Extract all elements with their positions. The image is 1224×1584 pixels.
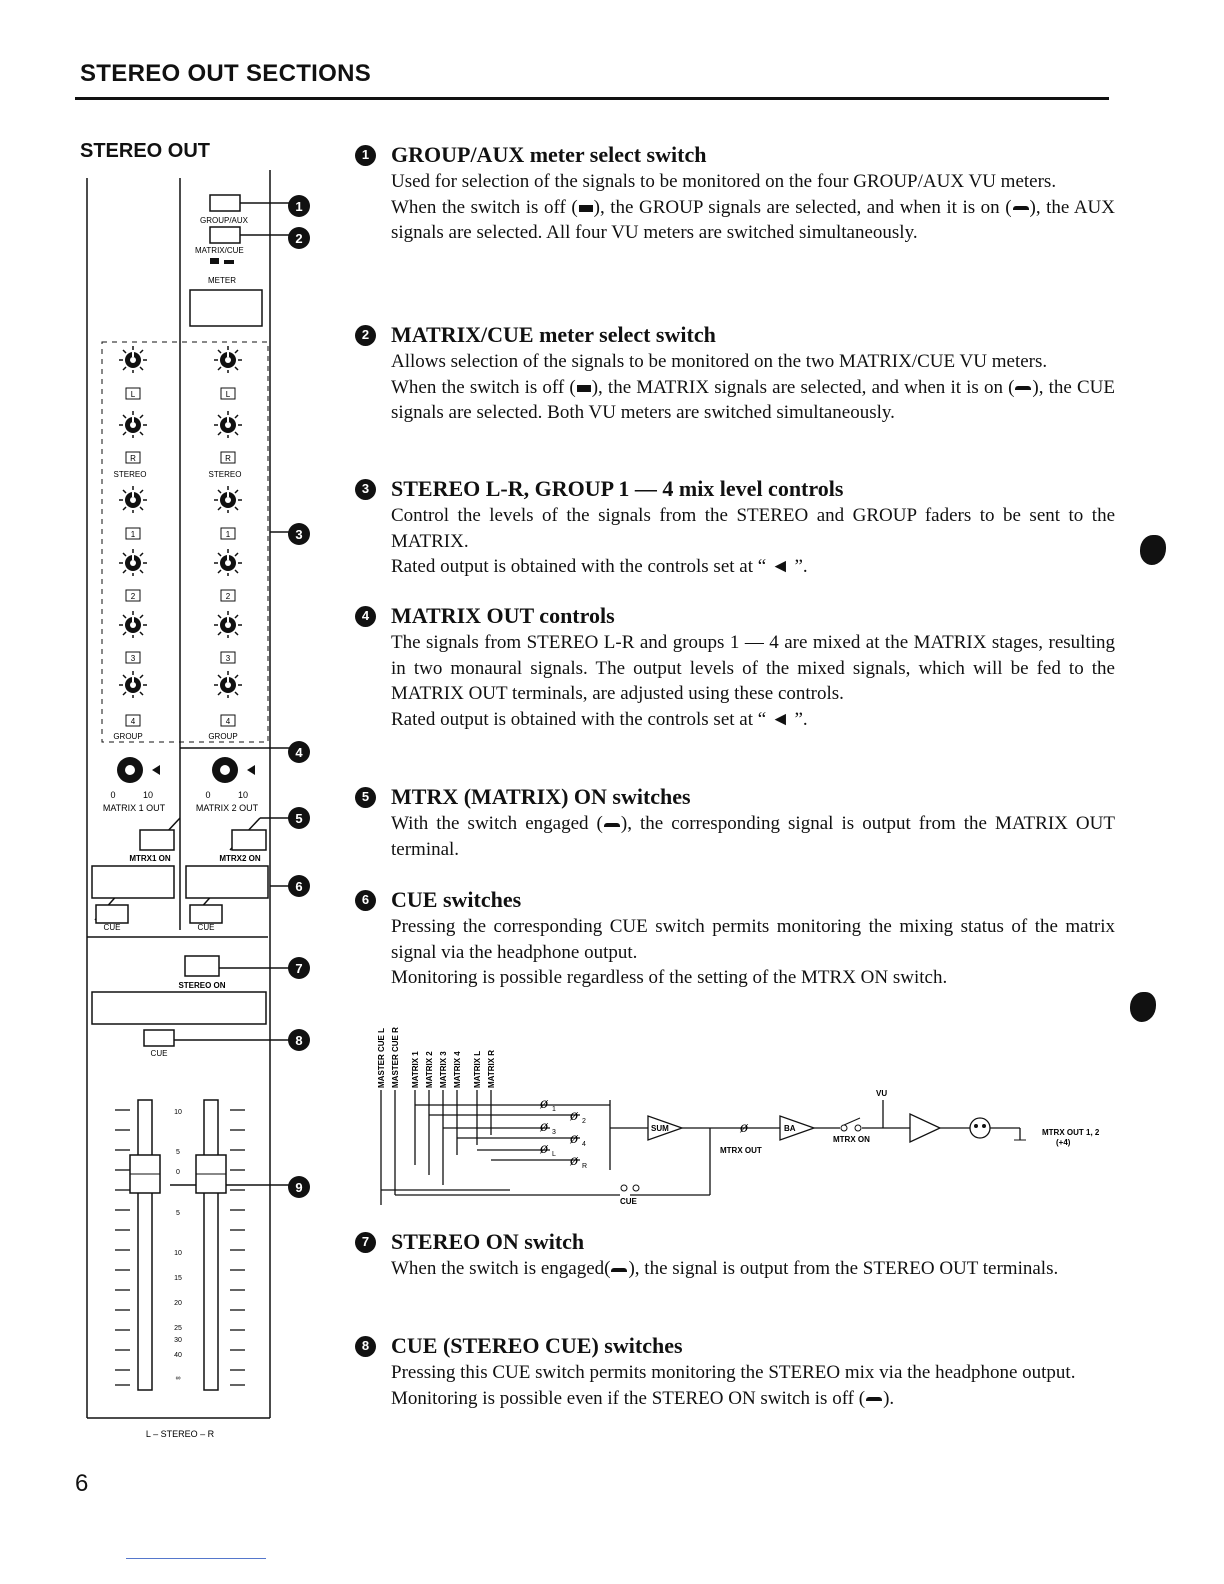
group-aux-label: GROUP/AUX: [200, 216, 249, 225]
svg-text:25: 25: [174, 1325, 182, 1332]
svg-text:CUE: CUE: [197, 923, 215, 932]
page-title: STEREO OUT SECTIONS: [80, 60, 372, 87]
page-number: 6: [75, 1470, 89, 1497]
svg-text:10: 10: [174, 1250, 182, 1257]
mtrx1-on-label: MTRX1 ON: [129, 854, 171, 863]
svg-text:1: 1: [295, 199, 303, 214]
svg-text:MATRIX R: MATRIX R: [487, 1049, 496, 1088]
svg-text:GROUP: GROUP: [208, 732, 238, 741]
svg-text:MTRX ON: MTRX ON: [833, 1135, 870, 1144]
bottom-line: [126, 1558, 266, 1559]
mtrx2-on-label: MTRX2 ON: [219, 854, 261, 863]
svg-text:6: 6: [295, 879, 303, 894]
svg-text:ø: ø: [540, 1118, 548, 1135]
svg-text:CUE: CUE: [150, 1049, 168, 1058]
item-number: 1: [355, 145, 376, 166]
svg-text:7: 7: [295, 961, 303, 976]
svg-text:MATRIX L: MATRIX L: [473, 1050, 482, 1088]
switch-on-symbol: [604, 823, 620, 827]
switch-on-symbol: [611, 1268, 627, 1272]
svg-text:1: 1: [225, 530, 231, 539]
item-mtrx-on-switches: 5 MTRX (MATRIX) ON switches With the switch engaged ( ), the corresponding signal is output from the MATRIX OUT terminal.: [355, 783, 1115, 862]
svg-text:ø: ø: [740, 1119, 748, 1136]
svg-text:VU: VU: [876, 1089, 888, 1098]
stereo-out-panel-illustration: [80, 170, 330, 1450]
switch-on-symbol: [1015, 386, 1031, 390]
svg-text:4: 4: [225, 717, 231, 726]
item-title: GROUP/AUX meter select switch: [391, 142, 707, 167]
meter-label: METER: [208, 276, 236, 285]
svg-text:GROUP: GROUP: [113, 732, 143, 741]
svg-text:30: 30: [174, 1337, 182, 1344]
svg-text:3: 3: [552, 1129, 556, 1136]
svg-text:BA: BA: [784, 1124, 796, 1133]
svg-text:5: 5: [295, 811, 303, 826]
svg-text:L: L: [130, 390, 136, 399]
svg-text:MTRX OUT: MTRX OUT: [720, 1146, 762, 1155]
svg-text:0: 0: [176, 1169, 180, 1176]
svg-text:STEREO: STEREO: [208, 470, 242, 479]
svg-text:MASTER CUE R: MASTER CUE R: [391, 1027, 400, 1088]
svg-text:CUE: CUE: [620, 1197, 637, 1206]
svg-text:10: 10: [174, 1109, 182, 1116]
title-rule: [75, 97, 1109, 100]
item-matrix-out-controls: 4 MATRIX OUT controls The signals from STEREO L-R and groups 1 — 4 are mixed at the MATRIX stages, resulting in two monaural signals. The output levels of the mixed signals, which will be fed to the MATRIX OUT terminals, are adjusted using these controls. Rated output is obtained with the controls set at “ ◄ ”.: [355, 602, 1115, 732]
svg-text:5: 5: [176, 1149, 180, 1156]
scan-mark: [1140, 535, 1166, 565]
svg-text:9: 9: [295, 1180, 303, 1195]
scan-mark: [1130, 992, 1156, 1022]
svg-text:(+4): (+4): [1056, 1138, 1071, 1147]
svg-text:3: 3: [295, 527, 303, 542]
svg-text:2: 2: [582, 1118, 586, 1125]
svg-text:R: R: [130, 454, 136, 463]
svg-text:15: 15: [174, 1275, 182, 1282]
svg-text:2: 2: [295, 231, 303, 246]
svg-text:1: 1: [130, 530, 136, 539]
svg-text:∞: ∞: [175, 1375, 181, 1382]
svg-text:0: 0: [110, 790, 116, 800]
matrix-cue-label: MATRIX/CUE: [195, 246, 244, 255]
svg-text:MASTER CUE L: MASTER CUE L: [377, 1028, 386, 1088]
svg-text:L: L: [552, 1151, 556, 1158]
svg-text:4: 4: [582, 1141, 586, 1148]
svg-text:MATRIX 1: MATRIX 1: [411, 1051, 420, 1088]
svg-text:2: 2: [225, 592, 231, 601]
svg-text:MATRIX 3: MATRIX 3: [439, 1051, 448, 1088]
switch-off-symbol: [577, 385, 591, 392]
svg-text:ø: ø: [540, 1140, 548, 1157]
svg-text:3: 3: [130, 654, 136, 663]
svg-text:ø: ø: [570, 1152, 578, 1169]
svg-text:3: 3: [225, 654, 231, 663]
switch-on-symbol: [1013, 206, 1029, 210]
svg-text:ø: ø: [570, 1130, 578, 1147]
svg-text:20: 20: [174, 1300, 182, 1307]
svg-text:1: 1: [552, 1106, 556, 1113]
svg-text:R: R: [582, 1163, 588, 1170]
item-stereo-cue-switches: 8 CUE (STEREO CUE) switches Pressing this CUE switch permits monitoring the STEREO mix via the headphone output. Monitoring is possible even if the STEREO ON switch is off ( ).: [355, 1332, 1115, 1411]
matrix-block-diagram: [370, 1010, 1130, 1210]
item-mix-level-controls: 3 STEREO L-R, GROUP 1 — 4 mix level controls Control the levels of the signals from the STEREO and GROUP faders to be sent to the MATRIX. Rated output is obtained with the controls set at “ ◄ ”.: [355, 475, 1115, 580]
item-cue-switches: 6 CUE switches Pressing the corresponding CUE switch permits monitoring the mixing status of the matrix signal via the headphone output. Monitoring is possible regardless of the setting of the MTRX ON switch.: [355, 886, 1115, 991]
svg-text:R: R: [225, 454, 231, 463]
svg-text:8: 8: [295, 1033, 303, 1048]
svg-text:STEREO: STEREO: [113, 470, 147, 479]
svg-text:SUM: SUM: [651, 1124, 669, 1133]
svg-text:10: 10: [237, 790, 249, 800]
svg-text:10: 10: [142, 790, 154, 800]
matrix1-out-label: MATRIX 1 OUT: [102, 803, 166, 813]
stereo-on-label: STEREO ON: [178, 981, 226, 990]
svg-text:MTRX OUT 1, 2: MTRX OUT 1, 2: [1042, 1128, 1100, 1137]
svg-text:5: 5: [176, 1210, 180, 1217]
svg-text:ø: ø: [540, 1095, 548, 1112]
item-group-aux-meter-select: 1 GROUP/AUX meter select switch Used for selection of the signals to be monitored on the four GROUP/AUX VU meters. When the switch is off ( ), the GROUP signals are selected, and when it is on ( ), the AUX signals are selected. All four VU meters are switched simultaneously.: [355, 141, 1115, 246]
matrix2-out-label: MATRIX 2 OUT: [195, 803, 259, 813]
switch-off-symbol: [579, 205, 593, 212]
svg-text:2: 2: [130, 592, 136, 601]
fader-caption: L – STEREO – R: [145, 1429, 215, 1439]
svg-text:MATRIX 4: MATRIX 4: [453, 1051, 462, 1088]
svg-text:4: 4: [130, 717, 136, 726]
switch-on-symbol: [866, 1397, 882, 1401]
item-stereo-on-switch: 7 STEREO ON switch When the switch is engaged( ), the signal is output from the STEREO OUT terminals.: [355, 1228, 1115, 1282]
svg-text:40: 40: [174, 1352, 182, 1359]
svg-text:CUE: CUE: [103, 923, 121, 932]
item-matrix-cue-meter-select: 2 MATRIX/CUE meter select switch Allows selection of the signals to be monitored on the two MATRIX/CUE VU meters. When the switch is off ( ), the MATRIX signals are selected, and when it is on ( ), the CUE signals are selected. Both VU meters are switched simultaneously.: [355, 321, 1115, 426]
svg-text:MATRIX 2: MATRIX 2: [425, 1051, 434, 1088]
section-subtitle: STEREO OUT: [80, 140, 211, 162]
svg-text:4: 4: [295, 745, 303, 760]
svg-text:0: 0: [205, 790, 211, 800]
svg-text:ø: ø: [570, 1107, 578, 1124]
svg-text:L: L: [225, 390, 231, 399]
